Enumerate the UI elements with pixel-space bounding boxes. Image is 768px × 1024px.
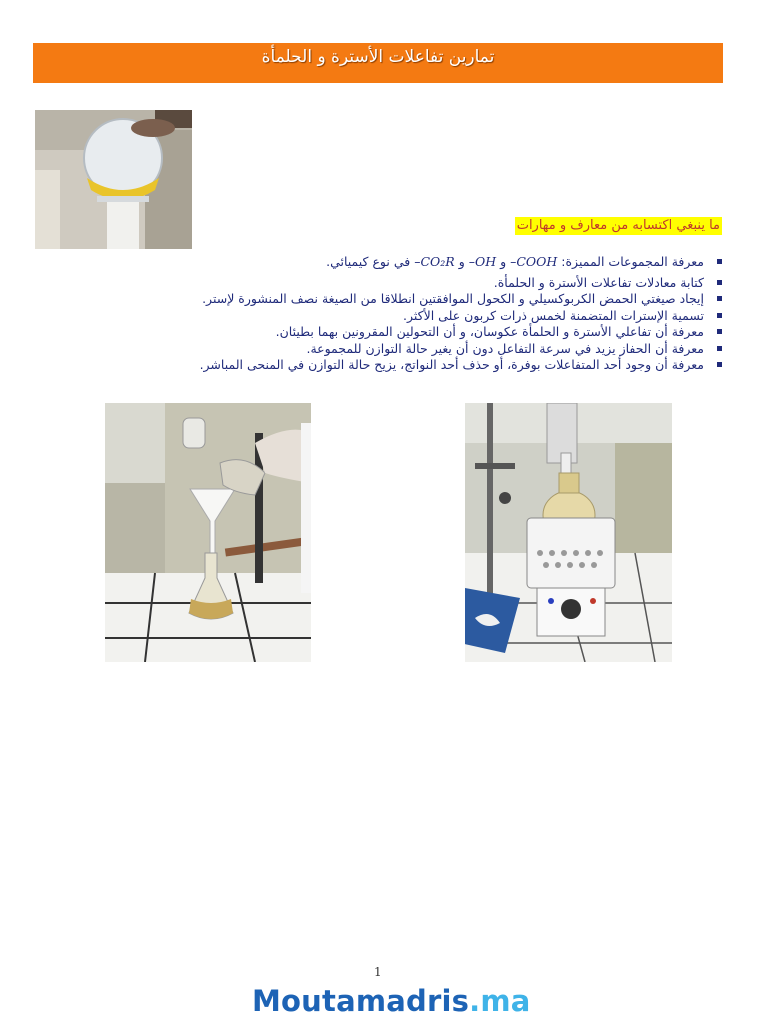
section-heading: ما ينبغي اكتسابه من معارف و مهارات (516, 218, 720, 233)
page-title: تمارين تفاعلات الأسترة و الحلمأة (261, 47, 495, 67)
bullet-icon (717, 346, 722, 351)
list-item: معرفة أن وجود أحد المتفاعلات بوفرة، أو حذف أحد النواتج، يزيح حالة التوازن في المنحى المباشر. (64, 357, 704, 374)
bullet-icon (717, 296, 722, 301)
heating-setup-photo (465, 403, 672, 662)
list-item: تسمية الإسترات المتضمنة لخمس ذرات كربون على الأكثر. (64, 308, 704, 325)
page-number: 1 (374, 965, 382, 979)
funnel-photo (105, 403, 311, 662)
bullet-icon (717, 329, 722, 334)
list-item: كتابة معادلات تفاعلات الأسترة و الحلمأة. (64, 275, 704, 292)
brand-logo: Moutamadris.ma (252, 984, 531, 1018)
list-item: معرفة أن تفاعلي الأسترة و الحلمأة عكوسان، و أن التحولين المقرونين بهما بطيئان. (64, 324, 704, 341)
list-item: إيجاد صيغتي الحمض الكربوكسيلي و الكحول الموافقتين انطلاقا من الصيغة نصف المنشورة لإستر. (64, 291, 704, 308)
bullet-icon (717, 259, 722, 264)
list-item: معرفة أن الحفاز يزيد في سرعة التفاعل دون أن يغير حالة التوازن للمجموعة. (64, 341, 704, 358)
bullet-icon (717, 313, 722, 318)
bullet-icon (717, 280, 722, 285)
flask-photo (35, 110, 192, 249)
bullet-icon (717, 362, 722, 367)
objectives-list (64, 254, 704, 374)
title-bar (33, 43, 723, 83)
list-item: معرفة المجموعات المميزة: COOH– و OH– و CO₂R– في نوع كيميائي. (64, 254, 704, 271)
